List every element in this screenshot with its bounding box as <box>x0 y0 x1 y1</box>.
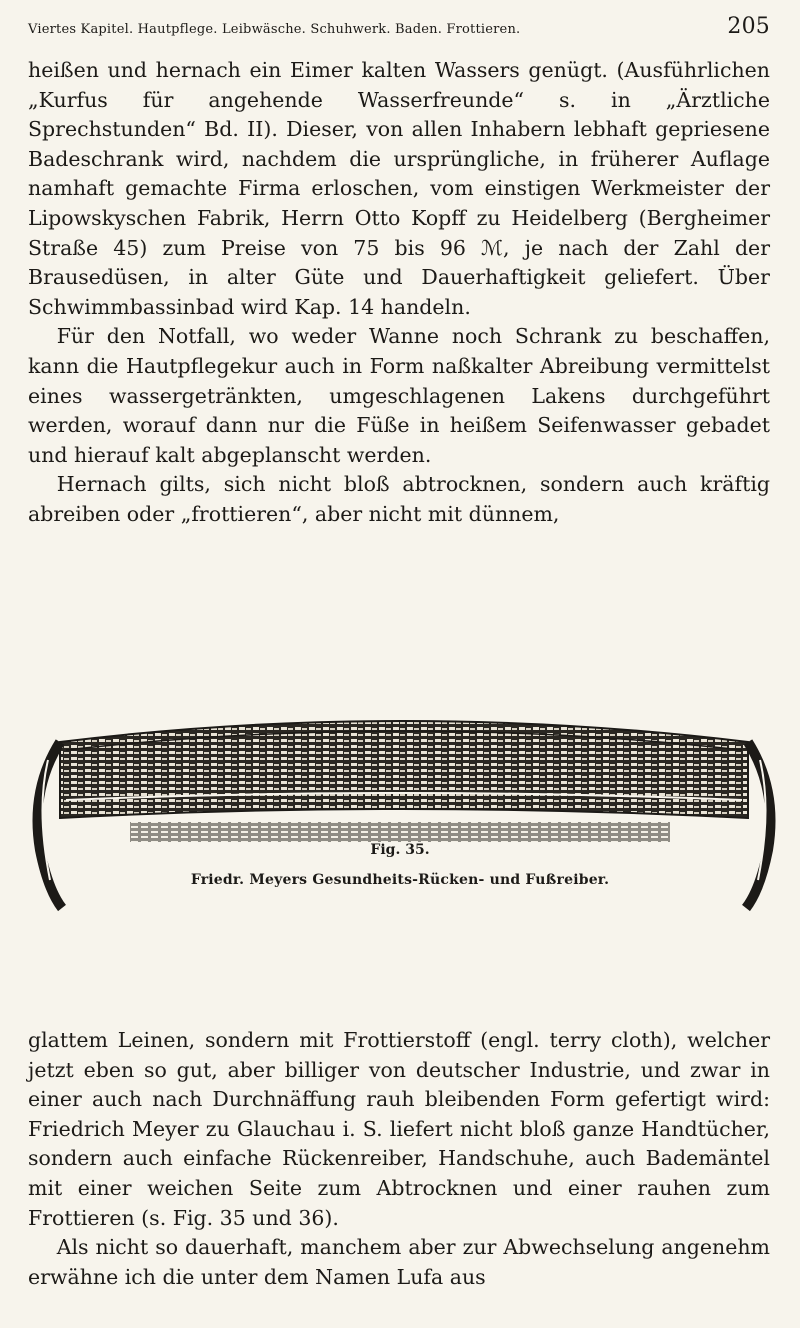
paragraph: Als nicht so dauerhaft, manchem aber zur Abwechselung angenehm erwähne ich die unter dem Namen Lufa aus <box>28 1235 770 1289</box>
page-number: 205 <box>727 14 770 39</box>
paragraph: glattem Leinen, sondern mit Frottierstoff (engl. terry cloth), welcher jetzt eben so gut, aber billiger von deutscher Industrie, und zwar in einer auch nach Durchnäffung rauh bleibenden Form gefertigt wird: Friedrich Meyer zu Glauchau i. S. liefert nicht bloß ganze Handtücher, sondern auch einfache Rückenreiber, Handschuhe, auch Bademäntel mit einer weichen Seite zum Abtrocknen und einer rauhen zum Frottieren (s. Fig. 35 und 36). <box>28 1028 770 1230</box>
towel-band <box>60 721 748 818</box>
left-handle <box>38 742 63 908</box>
paragraph: Hernach gilts, sich nicht bloß abtrocknen, sondern auch kräftig abreiben oder „frottieren“, aber nicht mit dünnem, <box>28 472 770 526</box>
figure-caption: Friedr. Meyers Gesundheits-Rücken- und Fußreiber. <box>190 872 610 888</box>
paragraph: Für den Notfall, wo weder Wanne noch Schrank zu beschaffen, kann die Hautpflegekur auch in Form naßkalter Abreibung vermittelst eines wassergetränkten, umgeschlagenen Lakens durchgeführt werden, worauf dann nur die Füße in heißem Seifenwasser gebadet und hierauf kalt abgeplanscht werden. <box>28 324 770 467</box>
figure-number: Fig. 35. <box>370 842 430 858</box>
chapter-title: Viertes Kapitel. Hautpflege. Leibwäsche. Schuhwerk. Baden. Frottieren. <box>28 22 521 37</box>
body-text-bottom <box>28 1026 770 1292</box>
body-text-top <box>28 56 770 530</box>
running-head <box>28 14 770 39</box>
right-handle <box>746 742 771 908</box>
paragraph: heißen und hernach ein Eimer kalten Wassers genügt. (Ausführlichen „Kurfus für angehende Wasserfreunde“ s. in „Ärztliche Sprechstunden“ Bd. II). Dieser, von allen Inhabern lebhaft gepriesene Badeschrank wird, nachdem die ursprüngliche, in früherer Auflage namhaft gemachte Firma erloschen, vom einstigen Werkmeister der Lipowskyschen Fabrik, Herrn Otto Kopff zu Heidelberg (Bergheimer Straße 45) zum Preise von 75 bis 96 ℳ, je nach der Zahl der Brausedüsen, in alter Güte und Dauerhaftigkeit geliefert. Über Schwimmbassinbad wird Kap. 14 handeln. <box>28 58 770 319</box>
